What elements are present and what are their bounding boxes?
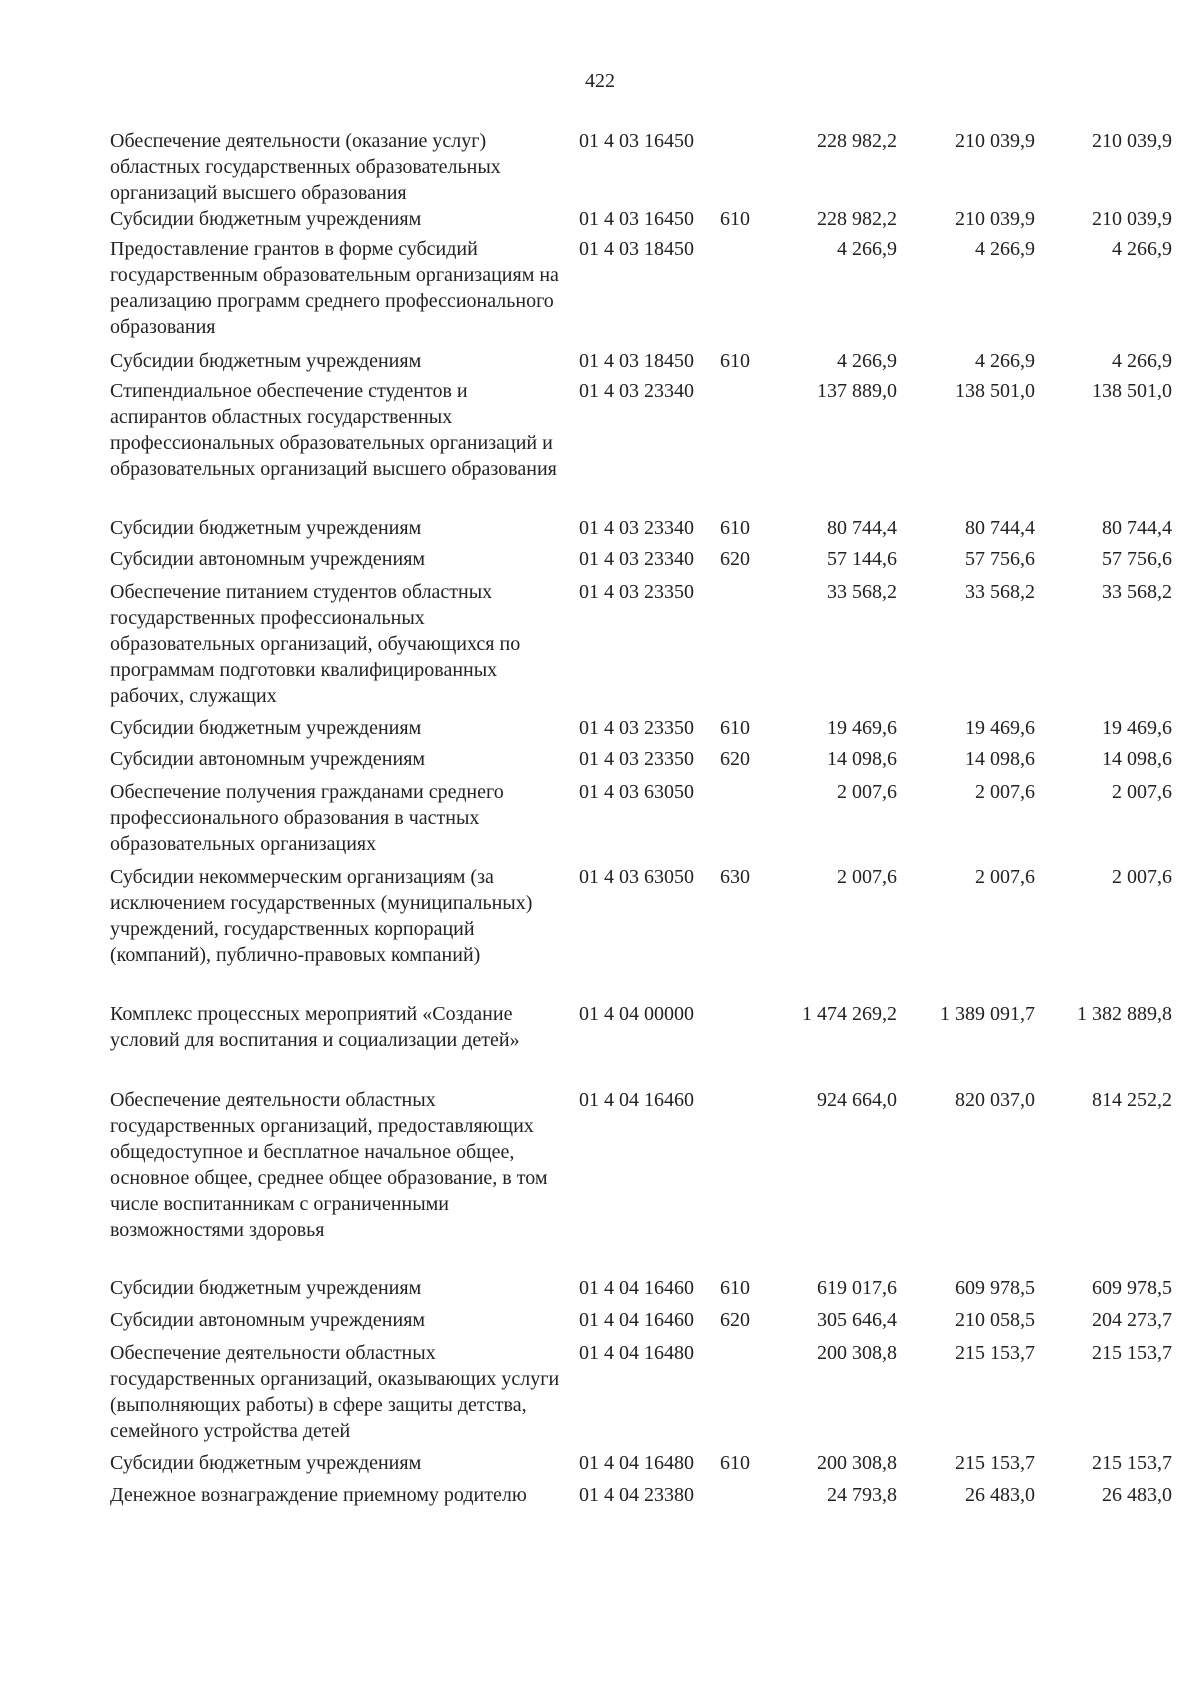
- table-row: [0, 515, 1200, 546]
- row-expense-type: 620: [720, 548, 750, 570]
- row-expense-type: 610: [720, 717, 750, 739]
- table-row: [0, 746, 1200, 779]
- row-value-3: 609 978,5: [1092, 1277, 1172, 1299]
- row-expense-type: 610: [720, 517, 750, 539]
- row-code: 01 4 03 63050: [579, 781, 694, 803]
- row-name: Субсидии некоммерческим организациям (за исключением государственных (муниципальных) учреждений, государственных корпораций (компаний), публично-правовых компаний): [110, 866, 533, 966]
- row-value-2: 4 266,9: [975, 238, 1035, 260]
- row-value-1: 228 982,2: [817, 208, 897, 230]
- row-value-3: 138 501,0: [1092, 380, 1172, 402]
- row-code: 01 4 03 23350: [579, 717, 694, 739]
- row-value-1: 619 017,6: [817, 1277, 897, 1299]
- row-value-3: 215 153,7: [1092, 1452, 1172, 1474]
- table-row: [0, 715, 1200, 746]
- row-name: Стипендиальное обеспечение студентов и аспирантов областных государственных профессиональных образовательных организаций и образовательных организаций высшего образования: [110, 380, 557, 480]
- row-value-1: 57 144,6: [827, 548, 897, 570]
- row-code: 01 4 03 23340: [579, 517, 694, 539]
- row-value-1: 24 793,8: [827, 1484, 897, 1506]
- row-name: Субсидии бюджетным учреждениям: [110, 208, 422, 230]
- row-value-2: 19 469,6: [965, 717, 1035, 739]
- row-value-3: 57 756,6: [1102, 548, 1172, 570]
- table-row: [0, 579, 1200, 715]
- row-value-2: 138 501,0: [955, 380, 1035, 402]
- page-number: 422: [585, 70, 615, 92]
- row-code: 01 4 03 16450: [579, 130, 694, 152]
- row-code: 01 4 03 23350: [579, 748, 694, 770]
- row-value-1: 33 568,2: [827, 581, 897, 603]
- row-name: Субсидии бюджетным учреждениям: [110, 350, 422, 372]
- row-value-1: 14 098,6: [827, 748, 897, 770]
- row-name: Субсидии бюджетным учреждениям: [110, 517, 422, 539]
- row-value-1: 305 646,4: [817, 1309, 897, 1331]
- row-value-1: 924 664,0: [817, 1089, 897, 1111]
- row-name: Субсидии автономным учреждениям: [110, 1309, 426, 1331]
- table-row: [0, 1450, 1200, 1482]
- row-name: Денежное вознаграждение приемному родителю: [110, 1484, 527, 1506]
- row-value-2: 2 007,6: [975, 866, 1035, 888]
- row-value-1: 228 982,2: [817, 130, 897, 152]
- table-row: [0, 1482, 1200, 1542]
- row-value-1: 80 744,4: [827, 517, 897, 539]
- row-expense-type: 610: [720, 1452, 750, 1474]
- row-value-3: 210 039,9: [1092, 208, 1172, 230]
- row-value-1: 1 474 269,2: [802, 1003, 897, 1025]
- row-expense-type: 630: [720, 866, 750, 888]
- row-name: Обеспечение деятельности областных государственных организаций, предоставляющих общедоступное и бесплатное начальное общее, основное общее, среднее общее образование, в том числе воспитанникам с ограниченными возможностями здоровья: [110, 1089, 548, 1241]
- row-expense-type: 620: [720, 748, 750, 770]
- table-row: [0, 546, 1200, 579]
- row-value-1: 4 266,9: [837, 238, 897, 260]
- row-value-2: 215 153,7: [955, 1452, 1035, 1474]
- row-value-3: 19 469,6: [1102, 717, 1172, 739]
- row-name: Обеспечение получения гражданами среднего профессионального образования в частных образовательных организациях: [110, 781, 504, 855]
- table-row: [0, 128, 1200, 206]
- row-value-3: 210 039,9: [1092, 130, 1172, 152]
- row-value-1: 4 266,9: [837, 350, 897, 372]
- table-row: [0, 1307, 1200, 1340]
- row-name: Субсидии бюджетным учреждениям: [110, 1452, 422, 1474]
- row-value-1: 19 469,6: [827, 717, 897, 739]
- table-row: [0, 206, 1200, 236]
- row-value-3: 215 153,7: [1092, 1342, 1172, 1364]
- row-code: 01 4 03 18450: [579, 350, 694, 372]
- row-code: 01 4 04 16460: [579, 1309, 694, 1331]
- row-code: 01 4 03 16450: [579, 208, 694, 230]
- row-expense-type: 610: [720, 1277, 750, 1299]
- row-value-3: 4 266,9: [1112, 350, 1172, 372]
- table-row: [0, 864, 1200, 1001]
- row-code: 01 4 03 63050: [579, 866, 694, 888]
- row-value-2: 2 007,6: [975, 781, 1035, 803]
- row-value-2: 4 266,9: [975, 350, 1035, 372]
- table-row: [0, 1275, 1200, 1307]
- row-code: 01 4 03 23340: [579, 548, 694, 570]
- row-value-3: 2 007,6: [1112, 866, 1172, 888]
- row-value-3: 204 273,7: [1092, 1309, 1172, 1331]
- row-value-1: 2 007,6: [837, 781, 897, 803]
- row-value-2: 80 744,4: [965, 517, 1035, 539]
- table-row: [0, 1001, 1200, 1087]
- row-value-3: 33 568,2: [1102, 581, 1172, 603]
- row-code: 01 4 04 16480: [579, 1452, 694, 1474]
- row-code: 01 4 03 23340: [579, 380, 694, 402]
- row-expense-type: 610: [720, 350, 750, 372]
- row-expense-type: 620: [720, 1309, 750, 1331]
- row-name: Субсидии автономным учреждениям: [110, 548, 426, 570]
- row-name: Субсидии бюджетным учреждениям: [110, 717, 422, 739]
- row-value-3: 4 266,9: [1112, 238, 1172, 260]
- budget-table: [0, 128, 1200, 1542]
- table-row: [0, 236, 1200, 348]
- row-name: Предоставление грантов в форме субсидий государственным образовательным организациям на реализацию программ среднего профессионального образования: [110, 238, 559, 338]
- row-code: 01 4 04 23380: [579, 1484, 694, 1506]
- row-value-3: 26 483,0: [1102, 1484, 1172, 1506]
- row-code: 01 4 04 16460: [579, 1089, 694, 1111]
- row-value-3: 80 744,4: [1102, 517, 1172, 539]
- row-value-2: 210 058,5: [955, 1309, 1035, 1331]
- row-code: 01 4 04 16480: [579, 1342, 694, 1364]
- row-value-2: 33 568,2: [965, 581, 1035, 603]
- row-value-2: 57 756,6: [965, 548, 1035, 570]
- table-row: [0, 348, 1200, 378]
- row-value-2: 215 153,7: [955, 1342, 1035, 1364]
- row-name: Обеспечение деятельности областных государственных организаций, оказывающих услуги (выполняющих работы) в сфере защиты детства, семейного устройства детей: [110, 1342, 560, 1442]
- row-value-2: 1 389 091,7: [940, 1003, 1035, 1025]
- row-expense-type: 610: [720, 208, 750, 230]
- row-name: Комплекс процессных мероприятий «Создание условий для воспитания и социализации детей»: [110, 1003, 520, 1051]
- row-value-1: 2 007,6: [837, 866, 897, 888]
- row-name: Обеспечение питанием студентов областных государственных профессиональных образовательных организаций, обучающихся по программам подготовки квалифицированных рабочих, служащих: [110, 581, 521, 707]
- row-value-2: 26 483,0: [965, 1484, 1035, 1506]
- table-row: [0, 378, 1200, 515]
- row-name: Субсидии автономным учреждениям: [110, 748, 426, 770]
- row-code: 01 4 03 23350: [579, 581, 694, 603]
- row-code: 01 4 04 16460: [579, 1277, 694, 1299]
- row-name: Обеспечение деятельности (оказание услуг) областных государственных образовательных организаций высшего образования: [110, 130, 501, 204]
- row-value-3: 2 007,6: [1112, 781, 1172, 803]
- row-value-2: 609 978,5: [955, 1277, 1035, 1299]
- row-value-2: 210 039,9: [955, 208, 1035, 230]
- row-value-1: 137 889,0: [817, 380, 897, 402]
- table-row: [0, 779, 1200, 864]
- row-value-2: 820 037,0: [955, 1089, 1035, 1111]
- row-value-3: 814 252,2: [1092, 1089, 1172, 1111]
- row-value-1: 200 308,8: [817, 1452, 897, 1474]
- row-value-3: 14 098,6: [1102, 748, 1172, 770]
- row-name: Субсидии бюджетным учреждениям: [110, 1277, 422, 1299]
- table-row: [0, 1340, 1200, 1450]
- row-value-3: 1 382 889,8: [1077, 1003, 1172, 1025]
- row-code: 01 4 04 00000: [579, 1003, 694, 1025]
- table-row: [0, 1087, 1200, 1275]
- row-value-2: 14 098,6: [965, 748, 1035, 770]
- row-value-1: 200 308,8: [817, 1342, 897, 1364]
- row-value-2: 210 039,9: [955, 130, 1035, 152]
- row-code: 01 4 03 18450: [579, 238, 694, 260]
